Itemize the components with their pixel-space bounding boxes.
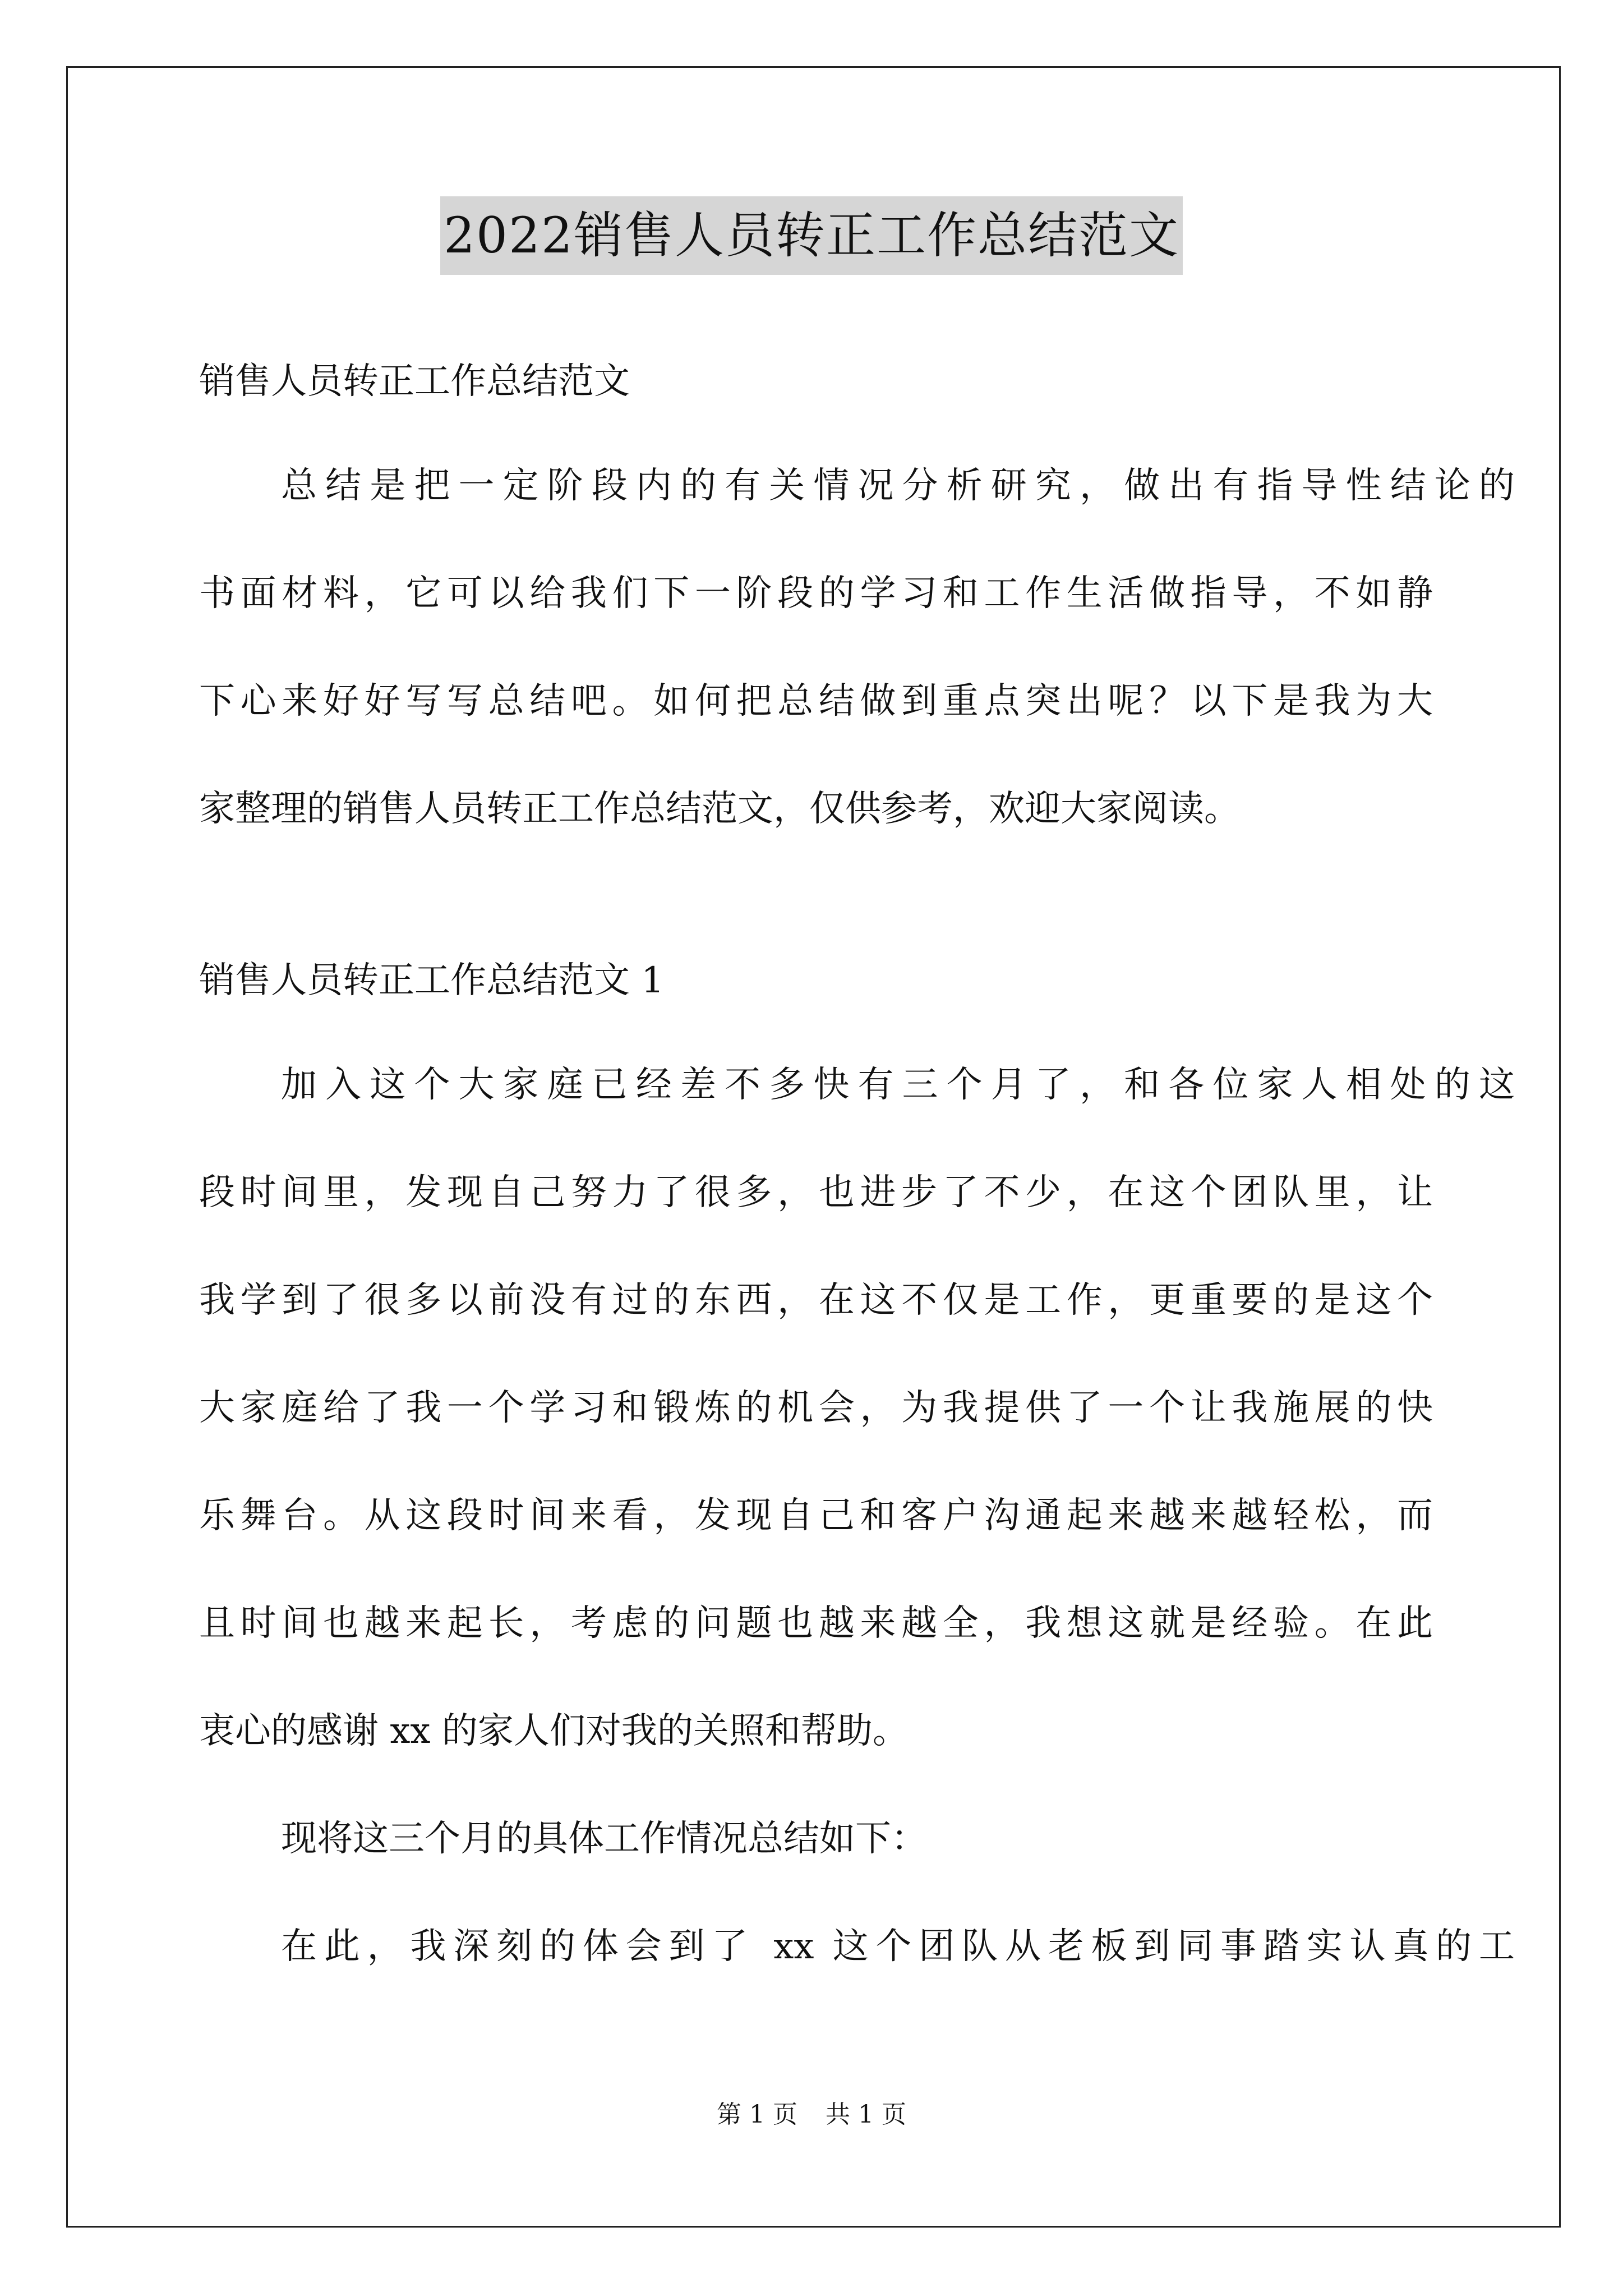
paragraph-line: 加入这个大家庭已经差不多快有三个月了，和各位家人相处的这 xyxy=(281,1064,1515,1106)
paragraph-line: 现将这三个月的具体工作情况总结如下： xyxy=(281,1818,927,1860)
summary-intro-paragraph xyxy=(199,1785,1433,1893)
page-footer xyxy=(0,2098,1623,2132)
section-heading: 销售人员转正工作总结范文 1 xyxy=(199,960,665,1001)
paragraph-line: 段时间里，发现自己努力了很多，也进步了不少，在这个团队里，让 xyxy=(199,1172,1433,1213)
paragraph-line: 家整理的销售人员转正工作总结范文，仅供参考，欢迎大家阅读。 xyxy=(199,788,1240,830)
paragraph-line: 下心来好好写写总结吧。如何把总结做到重点突出呢？以下是我为大 xyxy=(199,680,1433,722)
page-total: 共 1 页 xyxy=(826,2100,906,2129)
paragraph-line: 且时间也越来起长，考虑的问题也越来越全，我想这就是经验。在此 xyxy=(199,1603,1433,1644)
continuation-paragraph xyxy=(199,1893,1515,2000)
section1-paragraph xyxy=(199,1031,1515,1785)
paragraph-line: 大家庭给了我一个学习和锻炼的机会，为我提供了一个让我施展的快 xyxy=(199,1387,1433,1429)
paragraph-line: 书面材料，它可以给我们下一阶段的学习和工作生活做指导，不如静 xyxy=(199,573,1433,614)
document-title: 2022销售人员转正工作总结范文 xyxy=(440,196,1183,275)
paragraph-line: 总结是把一定阶段内的有关情况分析研究，做出有指导性结论的 xyxy=(281,465,1515,507)
paragraph-line: 在此，我深刻的体会到了 xx 这个团队从老板到同事踏实认真的工 xyxy=(281,1926,1515,1967)
document-subtitle: 销售人员转正工作总结范文 xyxy=(199,361,630,402)
intro-paragraph xyxy=(199,432,1515,863)
page-number: 第 1 页 xyxy=(717,2100,797,2129)
paragraph-line: 我学到了很多以前没有过的东西，在这不仅是工作，更重要的是这个 xyxy=(199,1280,1433,1321)
paragraph-line: 衷心的感谢 xx 的家人们对我的关照和帮助。 xyxy=(199,1710,909,1752)
title-container xyxy=(0,196,1623,275)
paragraph-line: 乐舞台。从这段时间来看，发现自己和客户沟通起来越来越轻松，而 xyxy=(199,1495,1433,1536)
